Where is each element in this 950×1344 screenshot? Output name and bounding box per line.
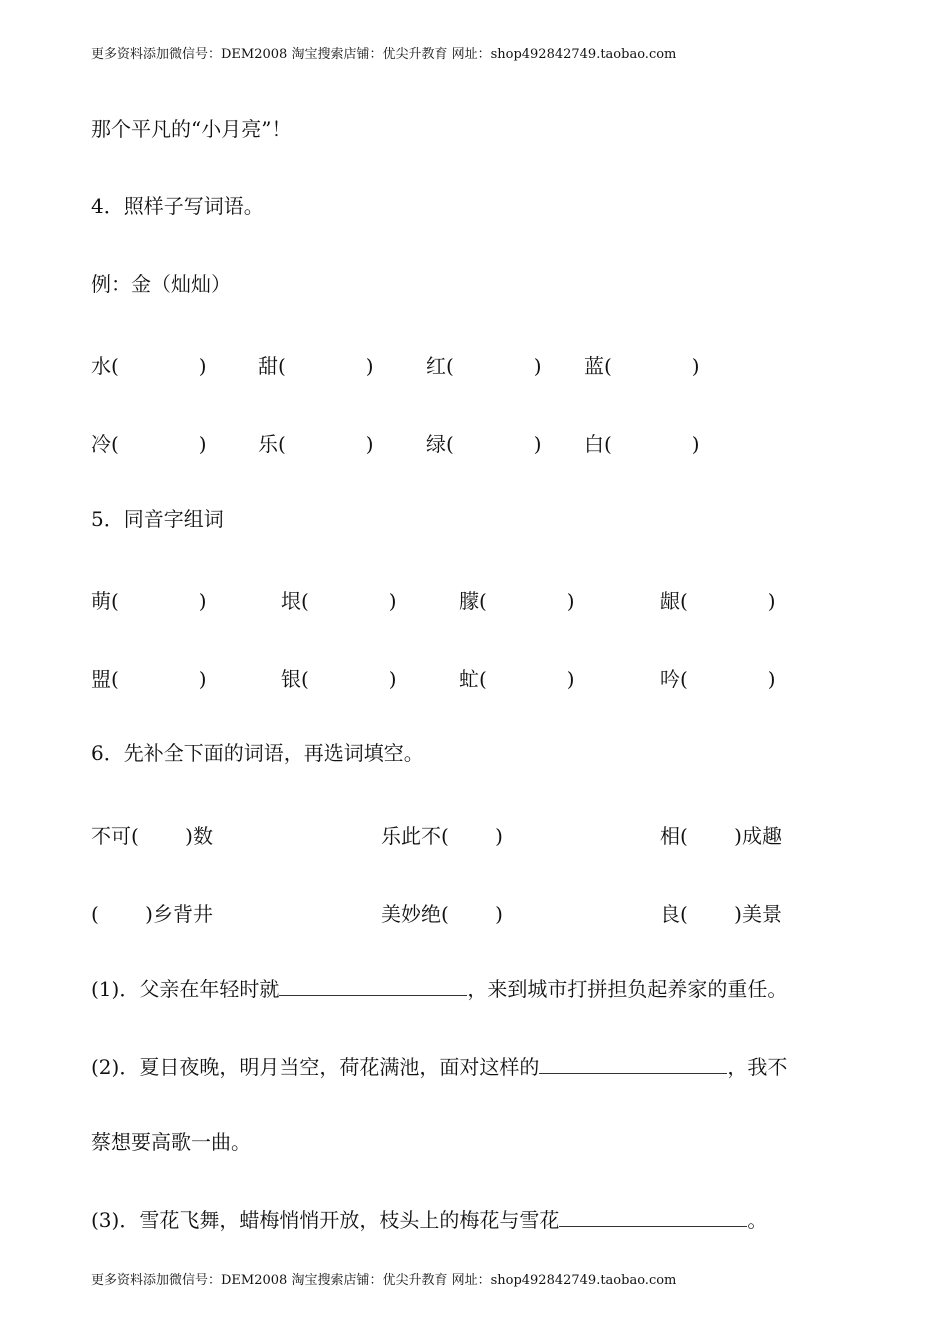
q5-item: 垠( ) xyxy=(281,589,397,613)
q4-item: 绿( ) xyxy=(426,432,542,456)
q4-item: 红( ) xyxy=(426,354,542,378)
q6-sentence-2-continued: 蔡想要高歌一曲。 xyxy=(91,1130,251,1154)
q6-idiom: 相( )成趣 xyxy=(660,824,782,848)
q4-row-2 xyxy=(91,428,871,456)
sentence-2-suffix: ，我不 xyxy=(727,1055,788,1079)
q6-idiom: 良( )美景 xyxy=(660,902,782,926)
q5-title: 5．同音字组词 xyxy=(91,507,224,531)
q4-item: 蓝( ) xyxy=(584,354,700,378)
sentence-1-prefix: (1)．父亲在年轻时就 xyxy=(91,977,280,1001)
q6-idiom: ( )乡背井 xyxy=(91,902,213,926)
sentence-3-suffix: 。 xyxy=(747,1208,768,1232)
q6-sentence-3 xyxy=(91,1208,767,1232)
q4-item: 甜( ) xyxy=(258,354,374,378)
q5-item: 龈( ) xyxy=(660,589,776,613)
q6-idiom: 乐此不( ) xyxy=(381,824,503,848)
page-header: 更多资料添加微信号：DEM2008 淘宝搜索店铺：优尖升教育 网址：shop492842749.taobao.com xyxy=(91,47,677,62)
q5-item: 朦( ) xyxy=(459,589,575,613)
q5-item: 银( ) xyxy=(281,667,397,691)
page-footer: 更多资料添加微信号：DEM2008 淘宝搜索店铺：优尖升教育 网址：shop492842749.taobao.com xyxy=(91,1273,677,1288)
q4-item: 白( ) xyxy=(584,432,700,456)
q4-item: 冷( ) xyxy=(91,432,207,456)
sentence-2-prefix: (2)．夏日夜晚，明月当空，荷花满池，面对这样的 xyxy=(91,1055,540,1079)
q5-row-1 xyxy=(91,585,871,613)
continuation-text: 那个平凡的“小月亮”！ xyxy=(91,117,292,141)
answer-blank-2[interactable] xyxy=(539,1055,727,1074)
q4-item: 乐( ) xyxy=(258,432,374,456)
q6-sentence-1 xyxy=(91,977,787,1001)
q5-item: 吟( ) xyxy=(660,667,776,691)
q5-item: 虻( ) xyxy=(459,667,575,691)
q5-item: 盟( ) xyxy=(91,667,207,691)
sentence-3-prefix: (3)．雪花飞舞，蜡梅悄悄开放，枝头上的梅花与雪花 xyxy=(91,1208,560,1232)
answer-blank-1[interactable] xyxy=(279,977,467,996)
q5-item: 萌( ) xyxy=(91,589,207,613)
answer-blank-3[interactable] xyxy=(559,1208,747,1227)
q4-example: 例：金（灿灿） xyxy=(91,272,231,296)
sentence-1-suffix: ，来到城市打拼担负起养家的重任。 xyxy=(467,977,788,1001)
q6-idiom: 美妙绝( ) xyxy=(381,902,503,926)
q6-title: 6．先补全下面的词语，再选词填空。 xyxy=(91,741,424,765)
q6-row-1 xyxy=(91,820,871,848)
q6-row-2 xyxy=(91,898,871,926)
q4-row-1 xyxy=(91,350,871,378)
q6-idiom: 不可( )数 xyxy=(91,824,213,848)
q4-title: 4．照样子写词语。 xyxy=(91,194,264,218)
q4-item: 水( ) xyxy=(91,354,207,378)
q5-row-2 xyxy=(91,663,871,691)
q6-sentence-2 xyxy=(91,1055,787,1079)
